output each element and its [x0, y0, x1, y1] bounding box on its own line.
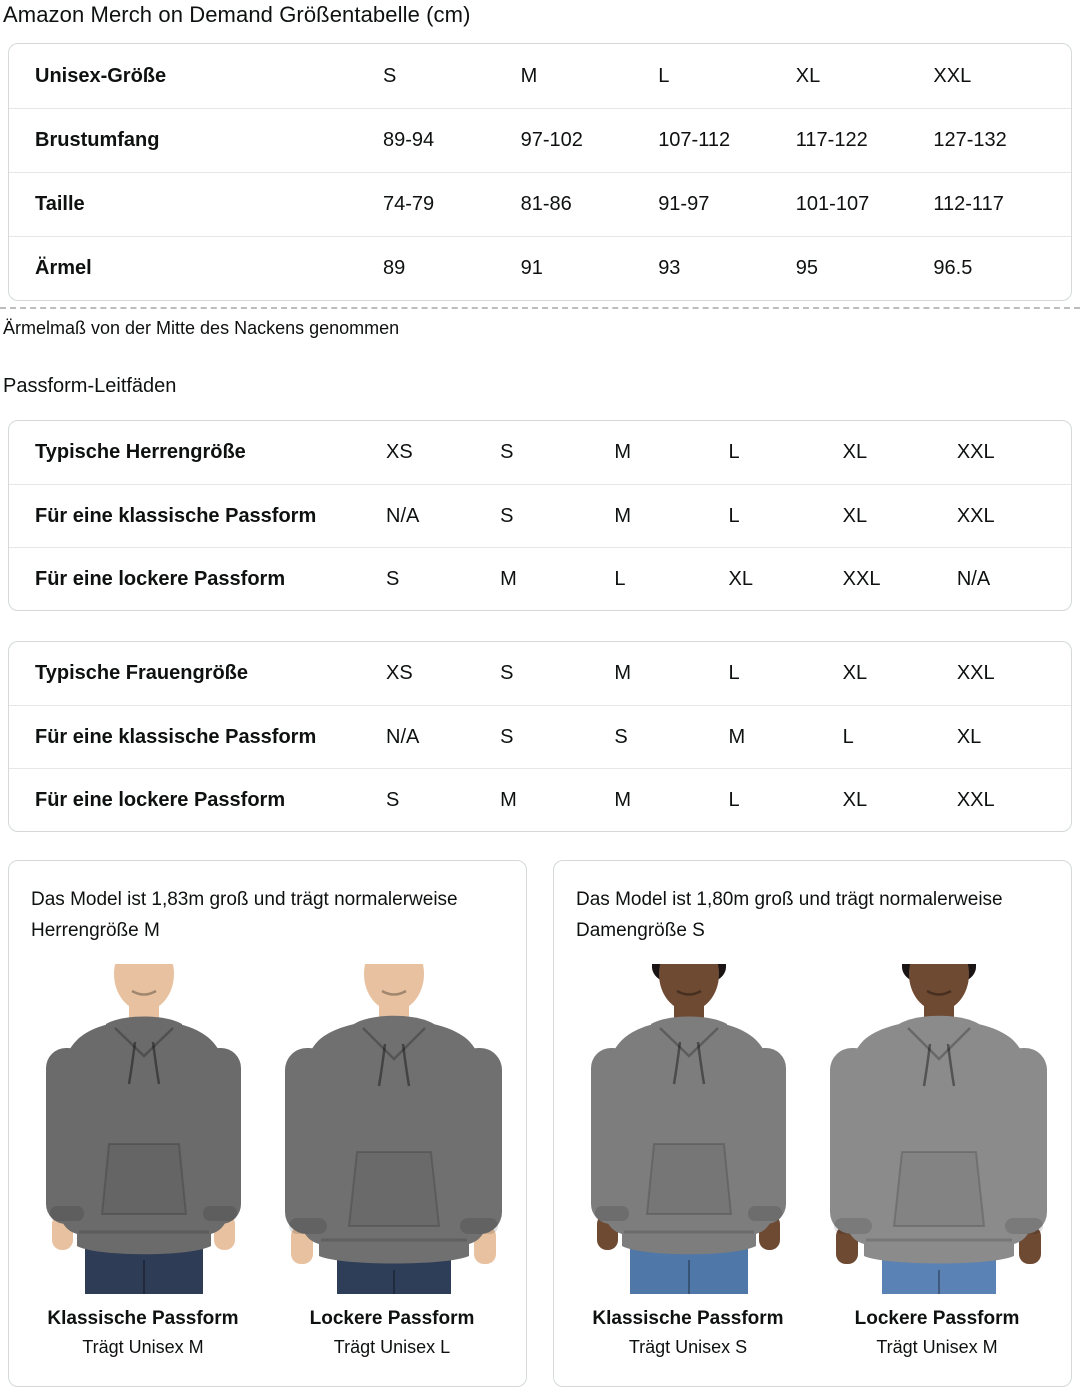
size-col-header: XL: [842, 441, 868, 463]
table-row-loose-fit: [9, 547, 1071, 610]
cell-value: M: [500, 788, 517, 811]
caption-sub: Trägt Unisex L: [333, 1337, 451, 1357]
cell-value: M: [500, 567, 517, 590]
model-cards-row: [0, 860, 1080, 1387]
table-row-waist: [9, 172, 1071, 236]
model-photo-loose-fit: [281, 964, 506, 1294]
cell-value: S: [614, 725, 628, 748]
sleeve-footnote: Ärmelmaß von der Mitte des Nackens genommen: [3, 318, 400, 338]
size-col-header: XL: [795, 64, 821, 87]
cell-value: 89-94: [383, 129, 435, 151]
womens-model-card: [553, 860, 1072, 1387]
cell-value: XXL: [956, 504, 995, 527]
cell-value: XXL: [956, 788, 995, 811]
caption-classic-fit: [31, 1308, 255, 1358]
table-header-row: [9, 421, 1071, 484]
cell-value: N/A: [386, 504, 420, 527]
table-row-classic-fit: [9, 705, 1071, 768]
cell-value: L: [728, 788, 740, 811]
table-header-row: [9, 642, 1071, 705]
cell-value: 95: [795, 257, 819, 279]
model-photos: [576, 964, 1049, 1294]
unisex-size-table: [8, 43, 1072, 301]
cell-value: 112-117: [933, 193, 1004, 215]
row-label: Für eine lockere Passform: [35, 788, 286, 811]
table-row-sleeve: [9, 236, 1071, 300]
cell-value: N/A: [386, 725, 420, 748]
caption-sub: Trägt Unisex M: [876, 1337, 998, 1357]
model-photo-classic-fit: [31, 964, 256, 1294]
cell-value: 91-97: [658, 193, 710, 215]
page-title: Amazon Merch on Demand Größentabelle (cm): [3, 2, 471, 27]
cell-value: XL: [842, 504, 868, 527]
cell-value: XL: [956, 725, 982, 748]
caption-title: Lockere Passform: [309, 1308, 475, 1329]
model-photo-loose-fit: [826, 964, 1051, 1294]
row-label: Taille: [35, 193, 85, 215]
caption-loose-fit: [280, 1308, 504, 1358]
row-label: Für eine klassische Passform: [35, 725, 317, 748]
cell-value: S: [386, 567, 400, 590]
cell-value: 91: [520, 257, 543, 279]
size-col-header: L: [728, 662, 740, 684]
row-label: Unisex-Größe: [35, 64, 167, 87]
table-row-classic-fit: [9, 484, 1071, 547]
photo-captions: [31, 1308, 504, 1358]
size-col-header: XXL: [956, 662, 995, 684]
cell-value: M: [614, 504, 631, 527]
row-label: Für eine lockere Passform: [35, 567, 286, 590]
size-col-header: S: [500, 441, 514, 463]
cell-value: 96.5: [933, 257, 973, 279]
caption-title: Klassische Passform: [47, 1308, 239, 1329]
size-col-header: XS: [386, 441, 413, 463]
size-col-header: M: [614, 441, 631, 463]
row-label: Für eine klassische Passform: [35, 504, 317, 527]
size-col-header: XXL: [933, 64, 972, 87]
model-photos: [31, 964, 504, 1294]
cell-value: 93: [658, 257, 681, 279]
size-col-header: M: [520, 64, 538, 87]
size-col-header: L: [658, 64, 670, 87]
size-col-header: S: [383, 64, 397, 87]
row-label: Ärmel: [35, 257, 92, 279]
cell-value: N/A: [956, 567, 991, 590]
size-col-header: XS: [386, 662, 413, 684]
cell-value: 89: [383, 257, 406, 279]
cell-value: 101-107: [795, 193, 870, 215]
photo-captions: [576, 1308, 1049, 1358]
caption-classic-fit: [576, 1308, 800, 1358]
caption-sub: Trägt Unisex M: [82, 1337, 204, 1357]
womens-fit-table: [8, 641, 1072, 832]
table-header-row: [9, 44, 1071, 108]
cell-value: L: [614, 567, 626, 590]
size-col-header: L: [728, 441, 740, 463]
fit-guides-heading: Passform-Leitfäden: [3, 375, 177, 397]
cell-value: XL: [728, 567, 753, 590]
cell-value: XL: [842, 788, 868, 811]
row-label: Typische Herrengröße: [35, 441, 246, 463]
model-photo-classic-fit: [576, 964, 801, 1294]
dashed-divider: [0, 307, 1080, 309]
size-col-header: XXL: [956, 441, 995, 463]
cell-value: 97-102: [520, 129, 583, 151]
hoodie-model-illustration: [31, 964, 256, 1294]
mens-fit-table: [8, 420, 1072, 611]
cell-value: 127-132: [933, 129, 1007, 151]
cell-value: 74-79: [383, 193, 435, 215]
caption-loose-fit: [825, 1308, 1049, 1358]
cell-value: M: [728, 725, 746, 748]
cell-value: S: [500, 725, 514, 748]
cell-value: 81-86: [520, 193, 572, 215]
table-row-loose-fit: [9, 768, 1071, 831]
model-description: Das Model ist 1,83m groß und trägt normalerweise Herrengröße M: [31, 889, 458, 941]
cell-value: L: [728, 504, 740, 527]
hoodie-model-illustration: [826, 964, 1051, 1294]
mens-model-card: [8, 860, 527, 1387]
hoodie-model-illustration: [281, 964, 506, 1294]
caption-title: Klassische Passform: [592, 1308, 784, 1329]
row-label: Typische Frauengröße: [35, 662, 249, 684]
table-row-chest: [9, 108, 1071, 172]
cell-value: M: [614, 788, 631, 811]
row-label: Brustumfang: [35, 129, 160, 151]
caption-sub: Trägt Unisex S: [628, 1337, 748, 1357]
cell-value: XXL: [842, 567, 881, 590]
caption-title: Lockere Passform: [854, 1308, 1020, 1329]
cell-value: 117-122: [795, 129, 868, 151]
size-col-header: XL: [842, 662, 868, 684]
size-col-header: S: [500, 662, 514, 684]
cell-value: S: [500, 504, 514, 527]
size-col-header: M: [614, 662, 631, 684]
cell-value: L: [842, 725, 854, 748]
cell-value: 107-112: [658, 129, 731, 151]
cell-value: S: [386, 788, 400, 811]
hoodie-model-illustration: [576, 964, 801, 1294]
model-description: Das Model ist 1,80m groß und trägt normalerweise Damengröße S: [576, 889, 1003, 941]
